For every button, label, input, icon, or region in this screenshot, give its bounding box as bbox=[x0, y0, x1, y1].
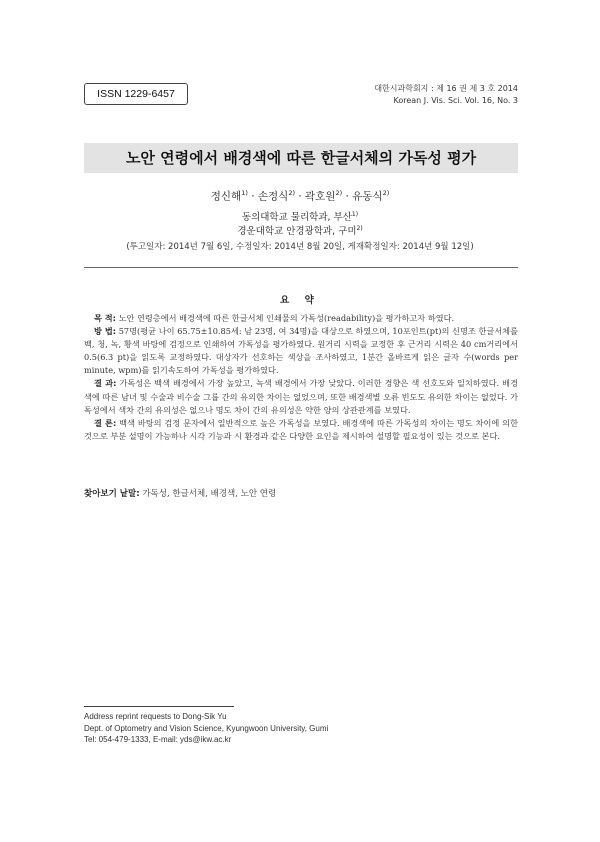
submission-dates: (투고일자: 2014년 7월 6일, 수정일자: 2014년 8월 20일, 게재확정일자: 2014년 9월 12일) bbox=[126, 242, 474, 252]
abstract-results bbox=[84, 377, 518, 416]
section-label: 방 법: bbox=[94, 326, 117, 337]
correspondence-footnote bbox=[84, 711, 524, 746]
keywords-value: 가독성, 한글서체, 배경색, 노안 연령 bbox=[142, 489, 277, 499]
section-label: 결 과: bbox=[94, 378, 117, 389]
paper-title: 노안 연령에서 배경색에 따른 한글서체의 가독성 평가 bbox=[125, 149, 477, 167]
journal-citation bbox=[374, 83, 518, 107]
section-label: 목 적: bbox=[94, 313, 116, 323]
author-name: 손정식 bbox=[257, 190, 289, 203]
abstract-heading: 요 약 bbox=[280, 295, 320, 306]
section-text: 57명(평균 나이 65.75±10.85세: 남 23명, 여 34명)을 대상으로 하였으며, 10포인트(pt)의 신명조 한글서체를 백, 청, 녹, 황색 바탕에 검정으로 인쇄하여 가독성을 평가하였다. 원거리 시력을 교정한 후 근거리 시력은 40 cm거리에서 0.5(6.3 pt)을 읽도록 교정하였다. 대상자가 선호하는 색상을 조사하였고, 1분간 올바르게 읽은 글자 수(words per minute, wpm)를 읽기속도하여 가독성을 평가하였다. bbox=[84, 326, 518, 376]
keywords-label: 찾아보기 낱말: bbox=[84, 489, 140, 499]
footnote-line: Dept. of Optometry and Vision Science, Kyungwoon University, Gumi bbox=[84, 723, 329, 733]
affiliation-mark: 1) bbox=[351, 211, 359, 218]
affiliation-text: 경운대학교 안경광학과, 구미 bbox=[237, 226, 357, 238]
journal-citation-korean: 대한시과학회지 : 제 16 권 제 3 호 2014 bbox=[374, 84, 518, 93]
author-name: 정신해 bbox=[210, 190, 242, 203]
abstract-objective bbox=[84, 312, 518, 325]
section-text: 노안 연령층에서 배경색에 따른 한글서체 인쇄물의 가독성(readability)을 평가하고자 하였다. bbox=[118, 313, 455, 323]
author-separator: · bbox=[294, 190, 305, 203]
section-text: 가독성은 백색 배경에서 가장 높았고, 녹색 배경에서 가장 낮았다. 이러한 경향은 색 선호도와 일치하였다. 배경색에 따른 남녀 및 수술과 비수술 그룹 간의 유의한 차이는 없었으며, 또한 배경색별 오류 빈도도 유의한 차이는 없었다. 가독성에서 색차 간의 유의성은 없으나 명도 차이 간의 유의성은 약한 양의 상관관계를 보였다. bbox=[84, 378, 519, 415]
issn-box: ISSN 1229-6457 bbox=[84, 83, 188, 105]
author-affiliation-mark: 2) bbox=[382, 189, 390, 197]
author-affiliation-mark: 2) bbox=[335, 189, 343, 197]
affiliation-mark: 2) bbox=[356, 225, 363, 232]
author-separator: · bbox=[342, 190, 353, 203]
footnote-line: Address reprint requests to Dong-Sik Yu bbox=[84, 712, 227, 721]
affiliation-2 bbox=[0, 222, 600, 238]
journal-citation-english: Korean J. Vis. Sci. Vol. 16, No. 3 bbox=[393, 96, 518, 105]
author-affiliation-mark: 2) bbox=[288, 189, 295, 197]
abstract-body bbox=[84, 312, 518, 443]
keywords bbox=[84, 488, 518, 500]
affiliation-text: 동의대학교 물리학과, 부산 bbox=[241, 212, 352, 224]
divider bbox=[84, 267, 518, 268]
author-list bbox=[0, 186, 600, 204]
author-affiliation-mark: 1) bbox=[241, 189, 248, 197]
section-label: 결 론: bbox=[94, 417, 117, 428]
author-name: 유동식 bbox=[352, 190, 383, 203]
footnote-line: Tel: 054-479-1333, E-mail: yds@ikw.ac.kr bbox=[84, 735, 232, 744]
section-text: 백색 바탕의 검정 문자에서 일반적으로 높은 가독성을 보였다. 배경색에 따른 가독성의 차이는 명도 차이에 의한 것으로 부분 설명이 가능하나 시각 기능과 시 환경과 같은 다양한 요인을 제시하여 설명할 필요성이 있는 것으로 본다. bbox=[84, 417, 518, 441]
footnote-divider bbox=[84, 706, 234, 707]
abstract-methods bbox=[84, 325, 518, 377]
abstract-conclusion bbox=[84, 417, 518, 443]
author-separator: · bbox=[247, 190, 258, 203]
author-name: 곽호원 bbox=[305, 190, 336, 203]
